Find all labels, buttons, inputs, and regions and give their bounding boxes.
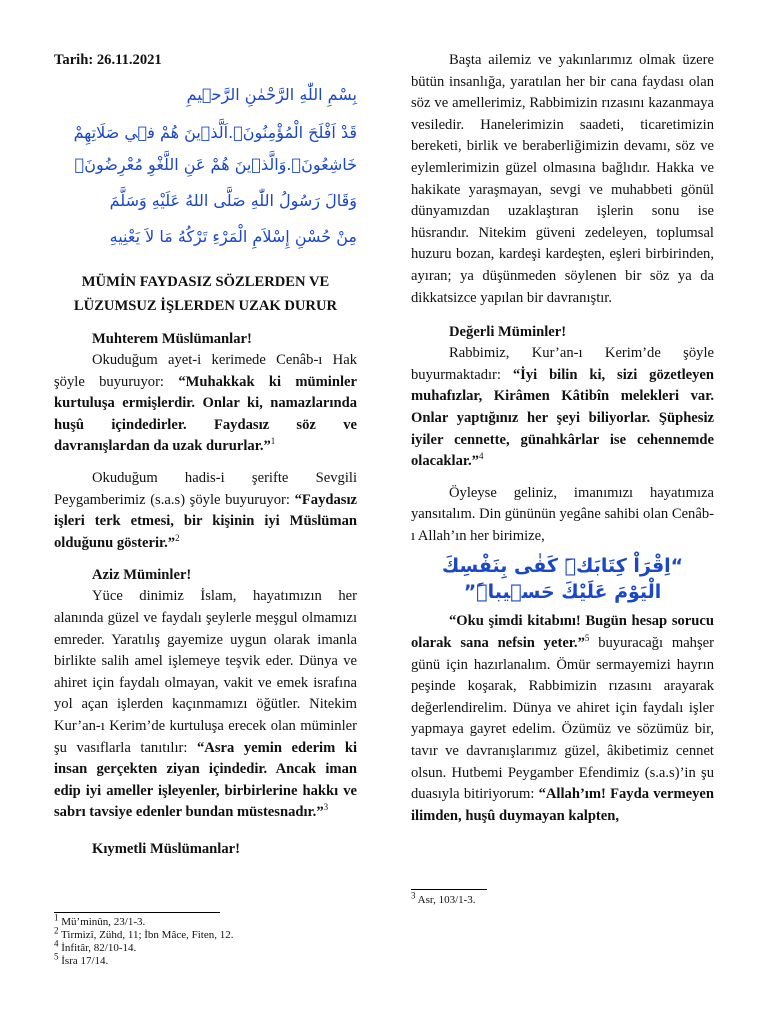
paragraph-hadis-text: Okuduğum hadis-i şerifte Sevgili Peygamberimiz (s.a.s) şöyle buyuruyor: <box>54 469 357 508</box>
footnote-text: İsra 17/14. <box>58 955 109 967</box>
paragraph-oku-quote: “Oku şimdi kitabını! Bugün hesap sorucu olarak sana nefsin yeter.” <box>411 613 714 652</box>
paragraph-oku-text: buyuracağı mahşer günü için hazırlanalım. Ömür sermayemizi hayrın peşinde koşarak, Rabbimizin rızasını arayarak değerlendirelim. Dünya ve ahiret için faydalı işler yapmaya gayret edelim. Özümüz ve sözümüz bir, tavır ve davranışlarımız güzel, âkibetimiz cennet olsun. Hutbemi Peygamber Efendimiz (s.a.s)’in şu duasıyla bitiriyorum: <box>411 635 714 803</box>
footnote-item <box>54 951 354 968</box>
paragraph-ayet-text: Okuduğum ayet-i kerimede Cenâb-ı Hak şöyle buyuruyor: <box>54 352 357 390</box>
sermon-title-line-2: LÜZUMSUZ İŞLERDEN UZAK DURUR <box>73 298 338 314</box>
footnote-rule-right <box>411 889 487 890</box>
footnote-rule-left <box>54 912 220 913</box>
footnote-ref-4: 4 <box>478 451 484 462</box>
footnote-text: İnfitâr, 82/10-14. <box>58 942 137 954</box>
sermon-title-line-1: MÜMİN FAYDASIZ SÖZLERDEN VE <box>81 274 330 290</box>
right-column <box>411 50 714 827</box>
arabic-basmala: بِسْمِ اللّٰهِ الرَّحْمٰنِ الرَّح۪يمِ <box>186 85 357 104</box>
arabic-ayah-line-1: قَدْ اَفْلَحَ الْمُؤْمِنُونَۙ.اَلَّذ۪ينَ هُمْ ف۪ي صَلَاتِهِمْ <box>73 123 357 142</box>
paragraph-ayet <box>54 350 357 458</box>
paragraph-hadis-quote: “Faydasız işleri terk etmesi, bir kişinin iyi Müslüman olduğunu gösterir.” <box>54 491 357 551</box>
footnote-ref-5: 5 <box>584 633 590 644</box>
paragraph-rabbimiz-text: Rabbimiz, Kur’an-ı Kerim’de şöyle buyurmaktadır: <box>411 345 714 383</box>
sermon-title <box>54 270 357 318</box>
footnote-text: Tirmizî, Zühd, 11; İbn Mâce, Fiten, 12. <box>58 929 234 941</box>
paragraph-rabbimiz-quote: “İyi bilin ki, sizi gözetleyen muhafızlar, Kirâmen Kâtibîn melekleri var. Onlar yaptığınız her şeyi biliyorlar. Şüphesiz iyiler cennette, günahkârlar ise cehennemde olacaklar.” <box>411 366 715 470</box>
footnote-item <box>411 890 711 907</box>
footnote-ref-2: 2 <box>175 532 180 543</box>
heading-kiymetli: Kıymetli Müslümanlar! <box>92 840 240 857</box>
footnote-item <box>54 938 354 955</box>
heading-muhterem: Muhterem Müslümanlar! <box>92 331 252 347</box>
paragraph-islam-quote: “Asra yemin ederim ki insan gerçekten ziyan içindedir. Ancak iman edip iyi ameller işleyenler, birbirlerine hakkı ve sabrı tavsiye edenler bundan müstesnadır.” <box>54 739 357 821</box>
arabic-quote-line-2: الْيَوْمَ عَلَيْكَ حَس۪يباًۜ” <box>463 581 662 604</box>
footnote-number: 4 <box>54 938 59 949</box>
paragraph-rabbimiz <box>411 343 714 473</box>
heading-degerli: Değerli Müminler! <box>449 324 567 341</box>
paragraph-islam <box>54 586 357 824</box>
footnote-item <box>54 925 354 942</box>
footnote-ref-3: 3 <box>323 802 329 813</box>
paragraph-ailemiz: Başta ailemiz ve yakınlarımız olmak üzere bütün insanlığa, yaratılan her bir cana faydası olan söz ve amellerimiz, Rabbimizin rızasını kazanmaya vesiledir. Hanelerimizin saadeti, ticaretimizin bereketi, birlik ve beraberliğimizin devamı, söz ve eylemlerimizin güzel olmasına bağlıdır. Hakka ve hakikate yaraşmayan, sevgi ve muhabbeti gönül dünyamızdan uzaklaştıran işlerin sonu ise hüsrandır. Nitekim güveni zedeleyen, toplumsal huzuru bozan, kardeşi kardeşten, eşleri birbirinden, ayıran; ya düşünmeden söylenen bir söz ya da dikkatsizce yapılan bir davranıştır. <box>411 52 714 306</box>
paragraph-ayet-quote: “Muhakkak ki müminler kurtuluşa ermişlerdir. Onlar ki, namazlarında huşû içindedirler. Faydasız söz ve davranışlardan da uzak dururlar.” <box>54 373 357 455</box>
paragraph-oku-dua: “Allah’ım! Fayda vermeyen ilimden, huşû duymayan kalpten, <box>411 786 714 824</box>
paragraph-oyleyse: Öyleyse geliniz, imanımızı hayatımıza yansıtalım. Din gününün yegâne sahibi olan Cenâb-ı Allah’ın her birimize, <box>411 484 714 544</box>
footnote-number: 1 <box>54 912 59 923</box>
paragraph-hadis <box>54 468 357 554</box>
footnote-ref-1: 1 <box>270 436 276 447</box>
footnote-item <box>54 912 354 929</box>
footnote-number: 3 <box>411 890 416 901</box>
heading-aziz: Aziz Müminler! <box>92 567 192 584</box>
date-label: Tarih: 26.11.2021 <box>54 52 162 68</box>
arabic-hadith-intro: وَقَالَ رَسُولُ اللّٰهِ صَلَّى اللهُ عَلَيْهِ وَسَلَّمَ <box>109 191 357 210</box>
footnote-number: 2 <box>54 925 59 936</box>
footnote-text: Asr, 103/1-3. <box>415 894 476 906</box>
paragraph-oku <box>411 611 714 827</box>
paragraph-islam-text: Yüce dinimiz İslam, hayatımızın her alanında güzel ve faydalı şeylerle meşgul olmamızı emreder. Yaratılış gayemize uygun olarak imanla birlikte salih amel işlemeye teşvik eder. Dünya ve ahiret için faydalı olmayan, vakit ve emek israfına yol açan işlerden kaçınmamızı öğütler. Nitekim Kur’an-ı Kerim’de kurtuluşa erecek olan müminler şu vasıflarla tanıtılır: <box>54 588 357 756</box>
footnotes-left <box>54 912 354 968</box>
footnote-text: Mü’minûn, 23/1-3. <box>58 916 146 928</box>
footnotes-right <box>411 890 711 907</box>
arabic-hadith: مِنْ حُسْنِ إِسْلاَمِ الْمَرْءِ تَرْكُهُ مَا لاَ يَعْنِيهِ <box>109 227 357 246</box>
footnote-number: 5 <box>54 951 59 962</box>
arabic-quote-line-1: “اِقْرَاْ كِتَابَكَۜ كَفٰى بِنَفْسِكَ <box>441 555 684 578</box>
arabic-ayah-line-2: خَاشِعُونَۙ.وَالَّذ۪ينَ هُمْ عَنِ اللَّغْوِ مُعْرِضُونَۙ <box>74 155 357 174</box>
left-column <box>54 50 357 860</box>
